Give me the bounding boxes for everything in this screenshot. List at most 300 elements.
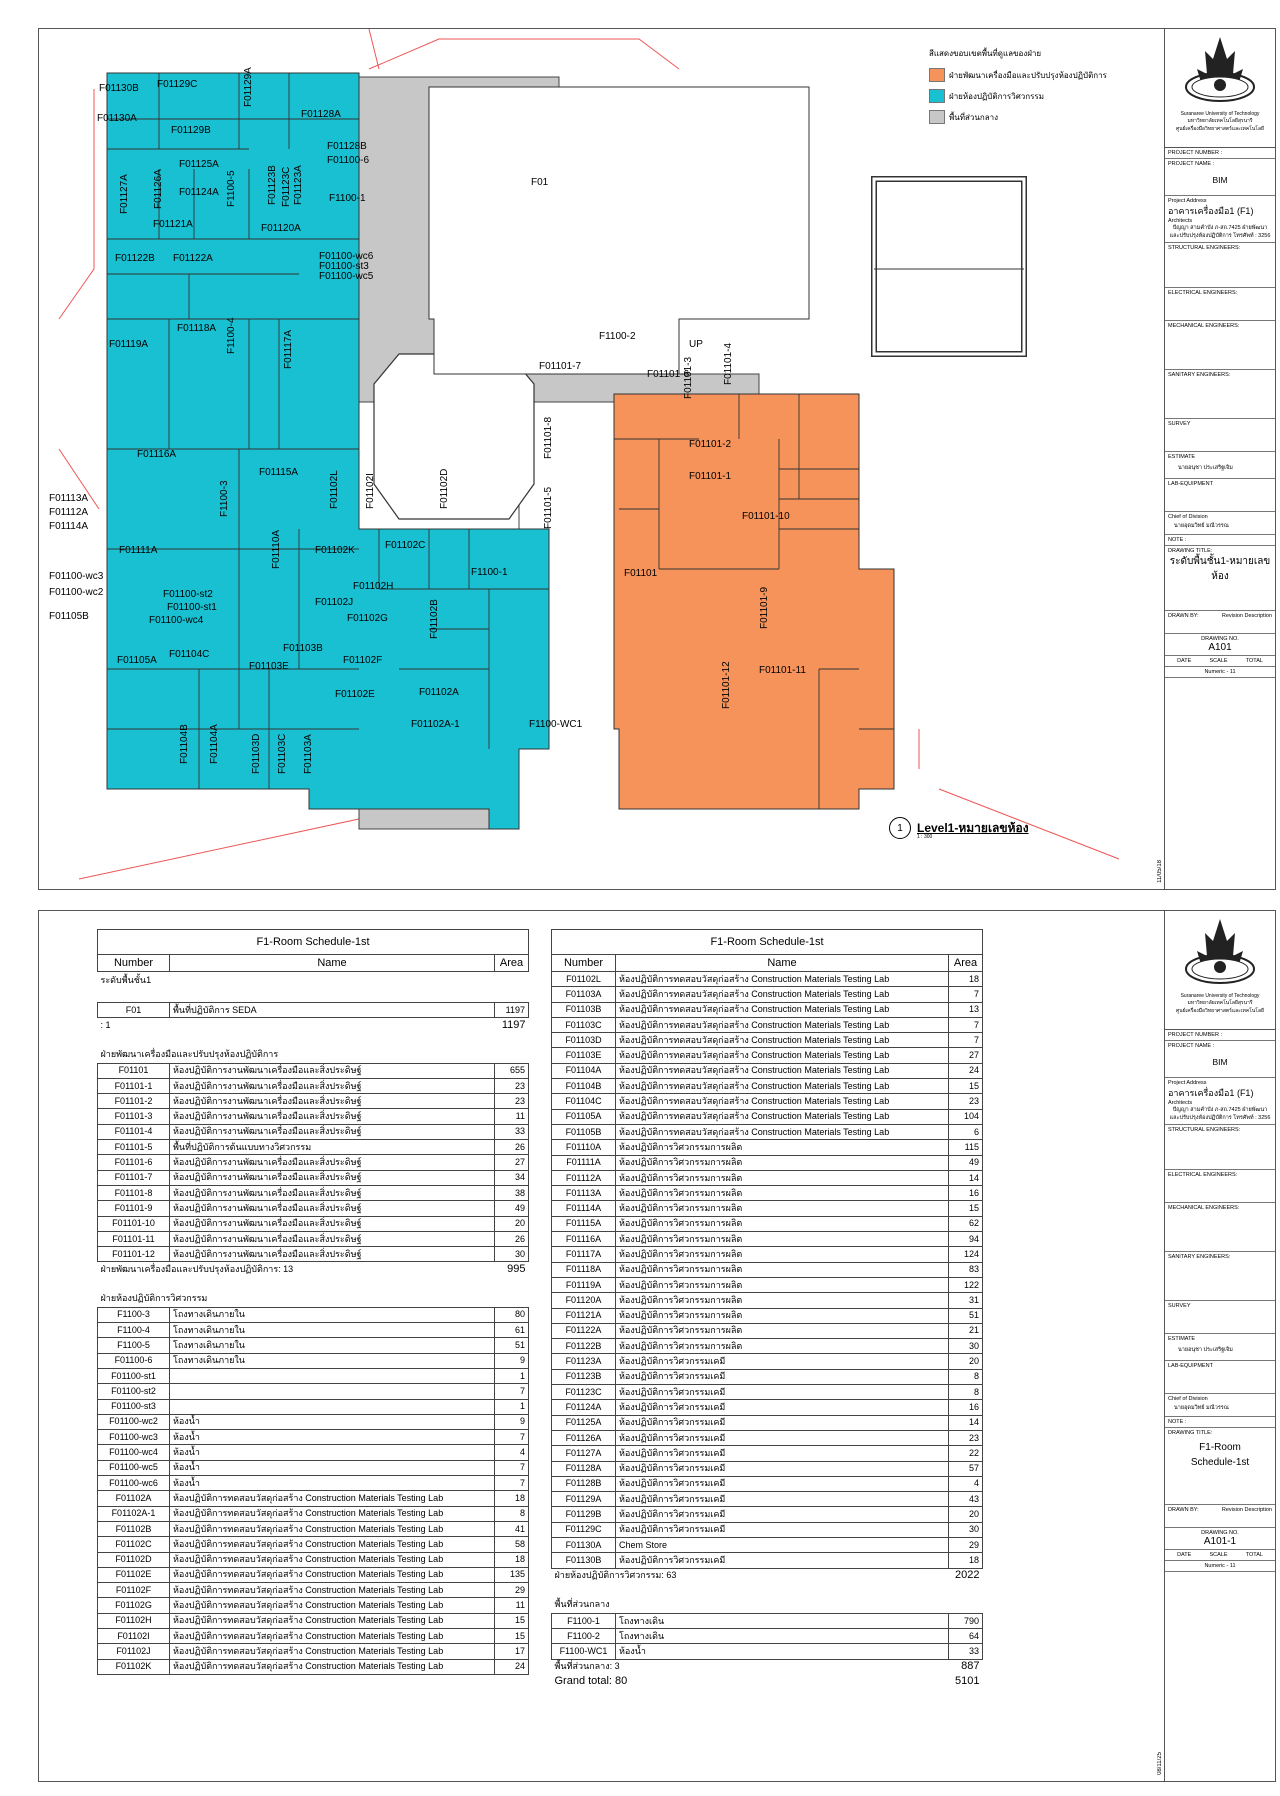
schedule-cell: 43 xyxy=(949,1492,983,1507)
table-row xyxy=(98,1460,529,1475)
schedule-cell: 9 xyxy=(495,1414,529,1429)
schedule-cell: ห้องปฏิบัติการวิศวกรรมการผลิต xyxy=(616,1339,949,1354)
schedule-cell: ห้องปฏิบัติการวิศวกรรมการผลิต xyxy=(616,1216,949,1231)
date-scale-row-2 xyxy=(1165,1550,1275,1561)
room-label: F1100-2 xyxy=(599,331,636,342)
date-scale-row xyxy=(1165,656,1275,667)
schedule-cell: 23 xyxy=(949,1094,983,1109)
schedule-cell: โถงทางเดินภายใน xyxy=(170,1307,495,1322)
schedule-cell: ห้องน้ำ xyxy=(616,1644,949,1659)
room-label: F01102A xyxy=(419,687,459,698)
view-title xyxy=(889,817,1029,839)
schedule-cell: 7 xyxy=(495,1476,529,1491)
schedule-cell: F01122B xyxy=(552,1339,616,1354)
room-label: F01102A-1 xyxy=(411,719,460,730)
drawing-title-label: DRAWING TITLE: xyxy=(1168,548,1213,554)
electrical-section-2: ELECTRICAL ENGINEERS: xyxy=(1165,1170,1275,1203)
room-label: F01101-7 xyxy=(539,361,582,372)
drawing-no-label-2: DRAWING NO. xyxy=(1201,1530,1239,1536)
schedule-cell: 124 xyxy=(949,1247,983,1262)
schedule-cell: ห้องปฏิบัติการวิศวกรรมเคมี xyxy=(616,1507,949,1522)
table-row xyxy=(552,1201,983,1216)
group-total-row xyxy=(552,1568,983,1583)
room-label: F01101-10 xyxy=(742,511,790,522)
table-row xyxy=(552,1124,983,1139)
schedule-cell: ห้องปฏิบัติการวิศวกรรมการผลิต xyxy=(616,1247,949,1262)
schedule-cell: 29 xyxy=(495,1583,529,1598)
table-row xyxy=(98,1552,529,1567)
schedule-cell: ห้องปฏิบัติการงานพัฒนาเครื่องมือและสิ่งประดิษฐ์ xyxy=(170,1185,495,1200)
schedule-cell: F1100-2 xyxy=(552,1629,616,1644)
chief-2: นายอุดมวิทย์ มณีวรรณ xyxy=(1174,1405,1229,1411)
schedule-cell: F1-Room Schedule-1st xyxy=(98,930,529,955)
survey-section: SURVEY xyxy=(1165,419,1275,452)
schedule-cell: F01102G xyxy=(98,1598,170,1613)
room-label: F01102E xyxy=(335,689,375,700)
logo-emblem-icon xyxy=(1165,911,1275,991)
schedule-cell: ห้องปฏิบัติการวิศวกรรมการผลิต xyxy=(616,1232,949,1247)
schedule-cell: F01102K xyxy=(98,1659,170,1674)
schedule-cell: 26 xyxy=(495,1140,529,1155)
schedule-cell: 135 xyxy=(495,1567,529,1582)
table-row xyxy=(552,1140,983,1155)
room-label: F01129B xyxy=(171,125,211,136)
schedule-cell: 49 xyxy=(495,1201,529,1216)
schedule-cell: 23 xyxy=(495,1094,529,1109)
room-label: F1100-5 xyxy=(226,170,237,207)
table-row xyxy=(552,1216,983,1231)
schedule-cell: 61 xyxy=(495,1323,529,1338)
schedule-cell: ห้องปฏิบัติการทดสอบวัสดุก่อสร้าง Construction Materials Testing Lab xyxy=(170,1628,495,1643)
schedule-cell: 22 xyxy=(949,1446,983,1461)
schedule-cell: ห้องน้ำ xyxy=(170,1430,495,1445)
schedule-cell: F01122A xyxy=(552,1323,616,1338)
room-label: F01123C xyxy=(281,166,292,207)
group-total-row xyxy=(98,1018,529,1033)
schedule-cell: F1100-1 xyxy=(552,1613,616,1628)
schedule-cell: F01114A xyxy=(552,1201,616,1216)
schedule-cell: F1100-4 xyxy=(98,1323,170,1338)
schedule-cell: ห้องปฏิบัติการทดสอบวัสดุก่อสร้าง Construction Materials Testing Lab xyxy=(170,1537,495,1552)
schedule-cell: ห้องปฏิบัติการทดสอบวัสดุก่อสร้าง Construction Materials Testing Lab xyxy=(170,1506,495,1521)
table-row xyxy=(552,1308,983,1323)
numeric-label: Numeric - 11 xyxy=(1165,667,1275,678)
survey-section-2: SURVEY xyxy=(1165,1301,1275,1334)
schedule-cell: ห้องปฏิบัติการทดสอบวัสดุก่อสร้าง Construction Materials Testing Lab xyxy=(170,1598,495,1613)
schedule-cell: ห้องปฏิบัติการงานพัฒนาเครื่องมือและสิ่งประดิษฐ์ xyxy=(170,1155,495,1170)
schedule-cell: ห้องน้ำ xyxy=(170,1414,495,1429)
address-2: อาคารเครื่องมือ1 (F1) xyxy=(1168,1088,1254,1098)
schedule-cell: 5101 xyxy=(955,1674,980,1687)
room-label: F01115A xyxy=(259,467,299,478)
schedule-cell: 30 xyxy=(949,1339,983,1354)
table-row xyxy=(98,1491,529,1506)
total-label: TOTAL xyxy=(1245,658,1263,664)
schedule-cell xyxy=(98,1033,529,1047)
room-label: F01129A xyxy=(243,67,254,107)
room-label: F01100-st1 xyxy=(167,602,217,613)
schedule-cell: 26 xyxy=(495,1231,529,1246)
logo-thai-1: มหาวิทยาลัยเทคโนโลยีสุรนารี xyxy=(1187,118,1253,124)
schedule-cell: 51 xyxy=(495,1338,529,1353)
group-label-row xyxy=(98,1047,529,1064)
schedule-cell: 15 xyxy=(949,1201,983,1216)
logo-thai-2-2: ศูนย์เครื่องมือวิทยาศาสตร์และเทคโนโลยี xyxy=(1176,1008,1264,1014)
schedule-cell: 62 xyxy=(949,1216,983,1231)
schedule-cell: F01104A xyxy=(552,1063,616,1078)
note-section-2: NOTE : xyxy=(1165,1417,1275,1428)
table-row xyxy=(98,1170,529,1185)
room-label: F01103E xyxy=(249,661,289,672)
room-label: F01128A xyxy=(301,109,341,120)
drawn-by-label-2: DRAWN BY: xyxy=(1168,1507,1199,1513)
room-label: F01101-5 xyxy=(543,486,554,529)
legend-item-dev xyxy=(929,68,1107,82)
dev-area xyxy=(614,394,894,809)
table-row xyxy=(552,1017,983,1032)
schedule-cell: F01100-wc2 xyxy=(98,1414,170,1429)
estimate-section-2 xyxy=(1165,1334,1275,1361)
schedule-cell: F01100-wc6 xyxy=(98,1476,170,1491)
schedule-cell: ห้องปฏิบัติการทดสอบวัสดุก่อสร้าง Construction Materials Testing Lab xyxy=(616,1002,949,1017)
schedule-cell: ห้องน้ำ xyxy=(170,1476,495,1491)
room-label: F01102H xyxy=(353,581,394,592)
schedule-cell: F01104B xyxy=(552,1079,616,1094)
table-row xyxy=(98,1659,529,1674)
schedule-cell: 887 xyxy=(961,1660,980,1673)
schedule-cell: 24 xyxy=(495,1659,529,1674)
table-row xyxy=(98,1598,529,1613)
schedule-cell: F01101 xyxy=(98,1063,170,1078)
courtyard xyxy=(374,354,534,519)
schedule-cell: F01120A xyxy=(552,1293,616,1308)
room-label: F01101-11 xyxy=(759,665,806,676)
electrical-section: ELECTRICAL ENGINEERS: xyxy=(1165,288,1275,321)
gap-row xyxy=(98,988,529,1003)
table-row xyxy=(98,1583,529,1598)
schedule-cell: 29 xyxy=(949,1537,983,1552)
schedule-cell: F01101-5 xyxy=(98,1140,170,1155)
estimate: นายอนุชา ประเสริฐเจิม xyxy=(1178,465,1233,471)
schedule-cell: F01100-st1 xyxy=(98,1368,170,1383)
schedule-cell: 34 xyxy=(495,1170,529,1185)
room-label: F01101-1 xyxy=(689,471,732,482)
legend-swatch-eng xyxy=(929,89,945,103)
table-row xyxy=(98,1368,529,1383)
schedule-cell: โถงทางเดิน xyxy=(616,1613,949,1628)
schedule-cell: ห้องปฏิบัติการวิศวกรรมเคมี xyxy=(616,1415,949,1430)
schedule-cell: F01100-6 xyxy=(98,1353,170,1368)
table-row xyxy=(98,1307,529,1322)
room-label: F01113A xyxy=(49,493,89,504)
schedule-cell: F01128B xyxy=(552,1476,616,1491)
schedule-cell: ห้องปฏิบัติการวิศวกรรมเคมี xyxy=(616,1354,949,1369)
schedule-cell: 115 xyxy=(949,1140,983,1155)
table-row xyxy=(98,1567,529,1582)
estimate-label-2: ESTIMATE xyxy=(1168,1336,1196,1342)
table-row xyxy=(98,1353,529,1368)
schedule-cell: 7 xyxy=(495,1430,529,1445)
schedule-cell: 4 xyxy=(495,1445,529,1460)
schedule-cell: ห้องปฏิบัติการทดสอบวัสดุก่อสร้าง Construction Materials Testing Lab xyxy=(170,1644,495,1659)
schedule-cell: Number xyxy=(98,955,170,972)
room-label: F1100-3 xyxy=(219,480,230,517)
schedule-cell: 15 xyxy=(949,1079,983,1094)
room-label: F01101-3 xyxy=(683,356,694,399)
schedule-cell: ห้องปฏิบัติการทดสอบวัสดุก่อสร้าง Construction Materials Testing Lab xyxy=(170,1613,495,1628)
drawing-no-label: DRAWING NO. xyxy=(1201,636,1239,642)
date-label-2: DATE xyxy=(1177,1552,1192,1558)
room-label: F01114A xyxy=(49,521,89,532)
sheet2-date: 08/11/25 xyxy=(1157,1752,1163,1775)
room-label: F01102L xyxy=(329,470,340,509)
schedule-cell: F01102E xyxy=(98,1567,170,1582)
table-row xyxy=(98,1613,529,1628)
schedule-cell: F01128A xyxy=(552,1461,616,1476)
schedule-cell: F01121A xyxy=(552,1308,616,1323)
table-row xyxy=(552,1537,983,1552)
schedule-cell: ห้องปฏิบัติการวิศวกรรมการผลิต xyxy=(616,1308,949,1323)
schedule-cell: ห้องปฏิบัติการวิศวกรรมเคมี xyxy=(616,1385,949,1400)
schedule-cell: F01100-wc5 xyxy=(98,1460,170,1475)
schedule-cell: 11 xyxy=(495,1598,529,1613)
table-row xyxy=(98,1078,529,1093)
view-title-text: Level1-หมายเลขห้อง xyxy=(917,820,1029,835)
schedule-cell: 7 xyxy=(949,987,983,1002)
total-label-2: TOTAL xyxy=(1245,1552,1263,1558)
schedule-cell: F01130A xyxy=(552,1537,616,1552)
table-row xyxy=(552,1507,983,1522)
schedule-cell: F01103D xyxy=(552,1033,616,1048)
schedule-cell: 122 xyxy=(949,1277,983,1292)
schedule-cell: 8 xyxy=(949,1369,983,1384)
table-row xyxy=(552,1430,983,1445)
schedule-cell: ห้องปฏิบัติการงานพัฒนาเครื่องมือและสิ่งประดิษฐ์ xyxy=(170,1063,495,1078)
room-label: F01100-wc4 xyxy=(149,615,204,626)
table-row xyxy=(552,1553,983,1568)
schedule-cell: F01102H xyxy=(98,1613,170,1628)
schedule-cell: ห้องปฏิบัติการวิศวกรรมเคมี xyxy=(616,1446,949,1461)
schedule-cell: 7 xyxy=(949,1033,983,1048)
schedule-cell: F1100-5 xyxy=(98,1338,170,1353)
architects-label: Architects xyxy=(1168,218,1193,224)
room-label: F01104A xyxy=(209,724,220,764)
table-row xyxy=(98,1201,529,1216)
room-label: F1100-1 xyxy=(329,193,366,204)
schedule-cell: 1197 xyxy=(495,1003,529,1018)
schedule-cell: 1 xyxy=(495,1399,529,1414)
schedule-cell: F1100-3 xyxy=(98,1307,170,1322)
view-number: 1 xyxy=(889,817,911,839)
address-label: Project Address xyxy=(1168,198,1207,204)
room-label: F01102J xyxy=(315,597,354,608)
room-label: F01101-8 xyxy=(543,416,554,459)
grand-total-row xyxy=(552,1674,983,1688)
address: อาคารเครื่องมือ1 (F1) xyxy=(1168,206,1254,216)
schedule-cell: 16 xyxy=(949,1400,983,1415)
schedule-cell: F01101-8 xyxy=(98,1185,170,1200)
schedule-cell: Number xyxy=(552,955,616,972)
schedule-cell: 790 xyxy=(949,1613,983,1628)
table-row xyxy=(552,1446,983,1461)
room-label: F01128B xyxy=(327,141,367,152)
room-label: F01103A xyxy=(303,734,314,774)
address-section-2 xyxy=(1165,1078,1275,1125)
gap-row xyxy=(98,1277,529,1291)
logo-emblem-icon xyxy=(1165,29,1275,109)
sheet-date: 11/05/18 xyxy=(1157,860,1163,883)
room-label: F01105B xyxy=(49,611,89,622)
schedule-cell: F01115A xyxy=(552,1216,616,1231)
table-row xyxy=(552,1461,983,1476)
schedule-cell: 18 xyxy=(495,1491,529,1506)
schedule-cell: 15 xyxy=(495,1613,529,1628)
schedule-cell: F01101-2 xyxy=(98,1094,170,1109)
room-label: F01130B xyxy=(99,83,139,94)
schedule-cell: 15 xyxy=(495,1628,529,1643)
lab-equipment-section-2: LAB-EQUIPMENT xyxy=(1165,1361,1275,1394)
sanitary-section: SANITARY ENGINEERS: xyxy=(1165,370,1275,419)
schedule-cell: 57 xyxy=(949,1461,983,1476)
schedule-cell: 20 xyxy=(949,1354,983,1369)
schedule-cell: ห้องปฏิบัติการทดสอบวัสดุก่อสร้าง Construction Materials Testing Lab xyxy=(170,1567,495,1582)
schedule-cell: 1197 xyxy=(501,1018,526,1031)
legend-title: สีแสดงขอบเขตพื้นที่ดูแลของฝ่าย xyxy=(929,49,1042,58)
schedule-cell: 8 xyxy=(495,1506,529,1521)
table-row xyxy=(98,1063,529,1078)
schedule-cell: ห้องปฏิบัติการทดสอบวัสดุก่อสร้าง Construction Materials Testing Lab xyxy=(170,1491,495,1506)
room-label: F01100-wc3 xyxy=(49,571,104,582)
schedule-cell: 30 xyxy=(949,1522,983,1537)
schedule-cell: 9 xyxy=(495,1353,529,1368)
schedule-cell: F01105A xyxy=(552,1109,616,1124)
floor-plan-sheet xyxy=(38,28,1276,890)
schedule-cell: ห้องปฏิบัติการทดสอบวัสดุก่อสร้าง Construction Materials Testing Lab xyxy=(616,1109,949,1124)
schedule-cell: ห้องปฏิบัติการงานพัฒนาเครื่องมือและสิ่งประดิษฐ์ xyxy=(170,1124,495,1139)
schedule-cell: 16 xyxy=(949,1186,983,1201)
schedule-cell: ห้องปฏิบัติการทดสอบวัสดุก่อสร้าง Construction Materials Testing Lab xyxy=(616,1017,949,1032)
schedule-table-right xyxy=(551,929,983,1688)
schedule-cell: 20 xyxy=(495,1216,529,1231)
room-label: F01123B xyxy=(267,165,278,205)
schedule-cell: 38 xyxy=(495,1185,529,1200)
title-block-2 xyxy=(1164,911,1275,1781)
schedule-cell: ห้องปฏิบัติการวิศวกรรมเคมี xyxy=(616,1461,949,1476)
schedule-cell: F01118A xyxy=(552,1262,616,1277)
logo-text-2: Suranaree University of Technology xyxy=(1180,993,1260,999)
estimate-section xyxy=(1165,452,1275,479)
schedule-cell: F01102I xyxy=(98,1628,170,1643)
gap-row xyxy=(98,1033,529,1047)
table-row xyxy=(552,1048,983,1063)
schedule-cell: ห้องปฏิบัติการทดสอบวัสดุก่อสร้าง Construction Materials Testing Lab xyxy=(616,1079,949,1094)
room-label: F01100-wc5 xyxy=(319,271,374,282)
room-label: F01122B xyxy=(115,253,155,264)
chief-section xyxy=(1165,512,1275,535)
schedule-cell: F01101-1 xyxy=(98,1078,170,1093)
schedule-cell: ห้องปฏิบัติการวิศวกรรมการผลิต xyxy=(616,1170,949,1185)
schedule-cell: โถงทางเดิน xyxy=(616,1629,949,1644)
table-row xyxy=(98,1537,529,1552)
schedule-cell: F01105B xyxy=(552,1124,616,1139)
schedule-cell: F01100-wc4 xyxy=(98,1445,170,1460)
room-label: F01110A xyxy=(271,529,282,569)
schedule-cell: F01 xyxy=(98,1003,170,1018)
schedule-cell: Grand total: 80 xyxy=(554,1674,628,1687)
schedule-cell: ระดับพื้นชั้น1 xyxy=(100,974,152,985)
group-total-row xyxy=(98,1262,529,1277)
table-row xyxy=(552,1247,983,1262)
schedule-cell: ห้องปฏิบัติการทดสอบวัสดุก่อสร้าง Construction Materials Testing Lab xyxy=(616,1094,949,1109)
schedule-cell: F01101-9 xyxy=(98,1201,170,1216)
drawing-title-2: F1-Room Schedule-1st xyxy=(1190,1442,1250,1468)
schedule-cell: : 1 xyxy=(100,1019,111,1030)
schedule-cell: ห้องปฏิบัติการทดสอบวัสดุก่อสร้าง Construction Materials Testing Lab xyxy=(170,1521,495,1536)
table-row xyxy=(98,1445,529,1460)
room-label: F01102K xyxy=(315,545,355,556)
schedule-cell: 14 xyxy=(949,1170,983,1185)
schedule-cell: ห้องปฏิบัติการวิศวกรรมเคมี xyxy=(616,1430,949,1445)
room-label: F01104C xyxy=(169,649,210,660)
schedule-cell: Chem Store xyxy=(616,1537,949,1552)
schedule-cell xyxy=(170,1399,495,1414)
schedule-cell: พื้นที่ปฏิบัติการ SEDA xyxy=(170,1003,495,1018)
group-label-row xyxy=(98,1291,529,1308)
schedule-cell: 27 xyxy=(495,1155,529,1170)
schedule-cell: 18 xyxy=(949,972,983,987)
table-row xyxy=(98,1231,529,1246)
schedule-cell: 104 xyxy=(949,1109,983,1124)
room-label: F01130A xyxy=(97,113,137,124)
project-name-section-2 xyxy=(1165,1041,1275,1078)
schedule-cell: F01129B xyxy=(552,1507,616,1522)
schedule-cell: 995 xyxy=(507,1263,526,1276)
room-label: F01101-12 xyxy=(721,661,732,709)
schedule-cell: F01102A-1 xyxy=(98,1506,170,1521)
table-row xyxy=(98,1323,529,1338)
mechanical-section: MECHANICAL ENGINEERS: xyxy=(1165,321,1275,370)
schedule-cell: F01102D xyxy=(98,1552,170,1567)
group-label-row xyxy=(98,972,529,989)
schedule-cell: โถงทางเดินภายใน xyxy=(170,1323,495,1338)
schedule-cell xyxy=(170,1384,495,1399)
schedule-cell: 30 xyxy=(495,1247,529,1262)
legend xyxy=(929,47,1107,131)
schedule-cell: ห้องปฏิบัติการวิศวกรรมเคมี xyxy=(616,1522,949,1537)
schedule-cell: ห้องปฏิบัติการวิศวกรรมการผลิต xyxy=(616,1186,949,1201)
schedule-cell xyxy=(98,988,529,1003)
table-row xyxy=(552,1354,983,1369)
schedule-cell: 17 xyxy=(495,1644,529,1659)
logo-thai-1-2: มหาวิทยาลัยเทคโนโลยีสุรนารี xyxy=(1187,1000,1253,1006)
drawing-no-2: A101-1 xyxy=(1203,1536,1237,1547)
schedule-title-row xyxy=(552,930,983,955)
schedule-cell: F01123A xyxy=(552,1354,616,1369)
schedule-cell: ห้องปฏิบัติการงานพัฒนาเครื่องมือและสิ่งประดิษฐ์ xyxy=(170,1109,495,1124)
structural-section-2: STRUCTURAL ENGINEERS: xyxy=(1165,1125,1275,1170)
chief-label-2: Chief of Division xyxy=(1168,1396,1208,1402)
schedule-cell: 21 xyxy=(949,1323,983,1338)
room-label: F01101-9 xyxy=(759,586,770,629)
schedule-cell: 58 xyxy=(495,1537,529,1552)
schedule-cell: ห้องปฏิบัติการวิศวกรรมการผลิต xyxy=(616,1155,949,1170)
drawn-by-label: DRAWN BY: xyxy=(1168,613,1199,619)
room-label: F01116A xyxy=(137,449,177,460)
note-section: NOTE : xyxy=(1165,535,1275,546)
project-name: BIM xyxy=(1212,175,1228,185)
project-name-section xyxy=(1165,159,1275,196)
room-label: F01120A xyxy=(261,223,301,234)
